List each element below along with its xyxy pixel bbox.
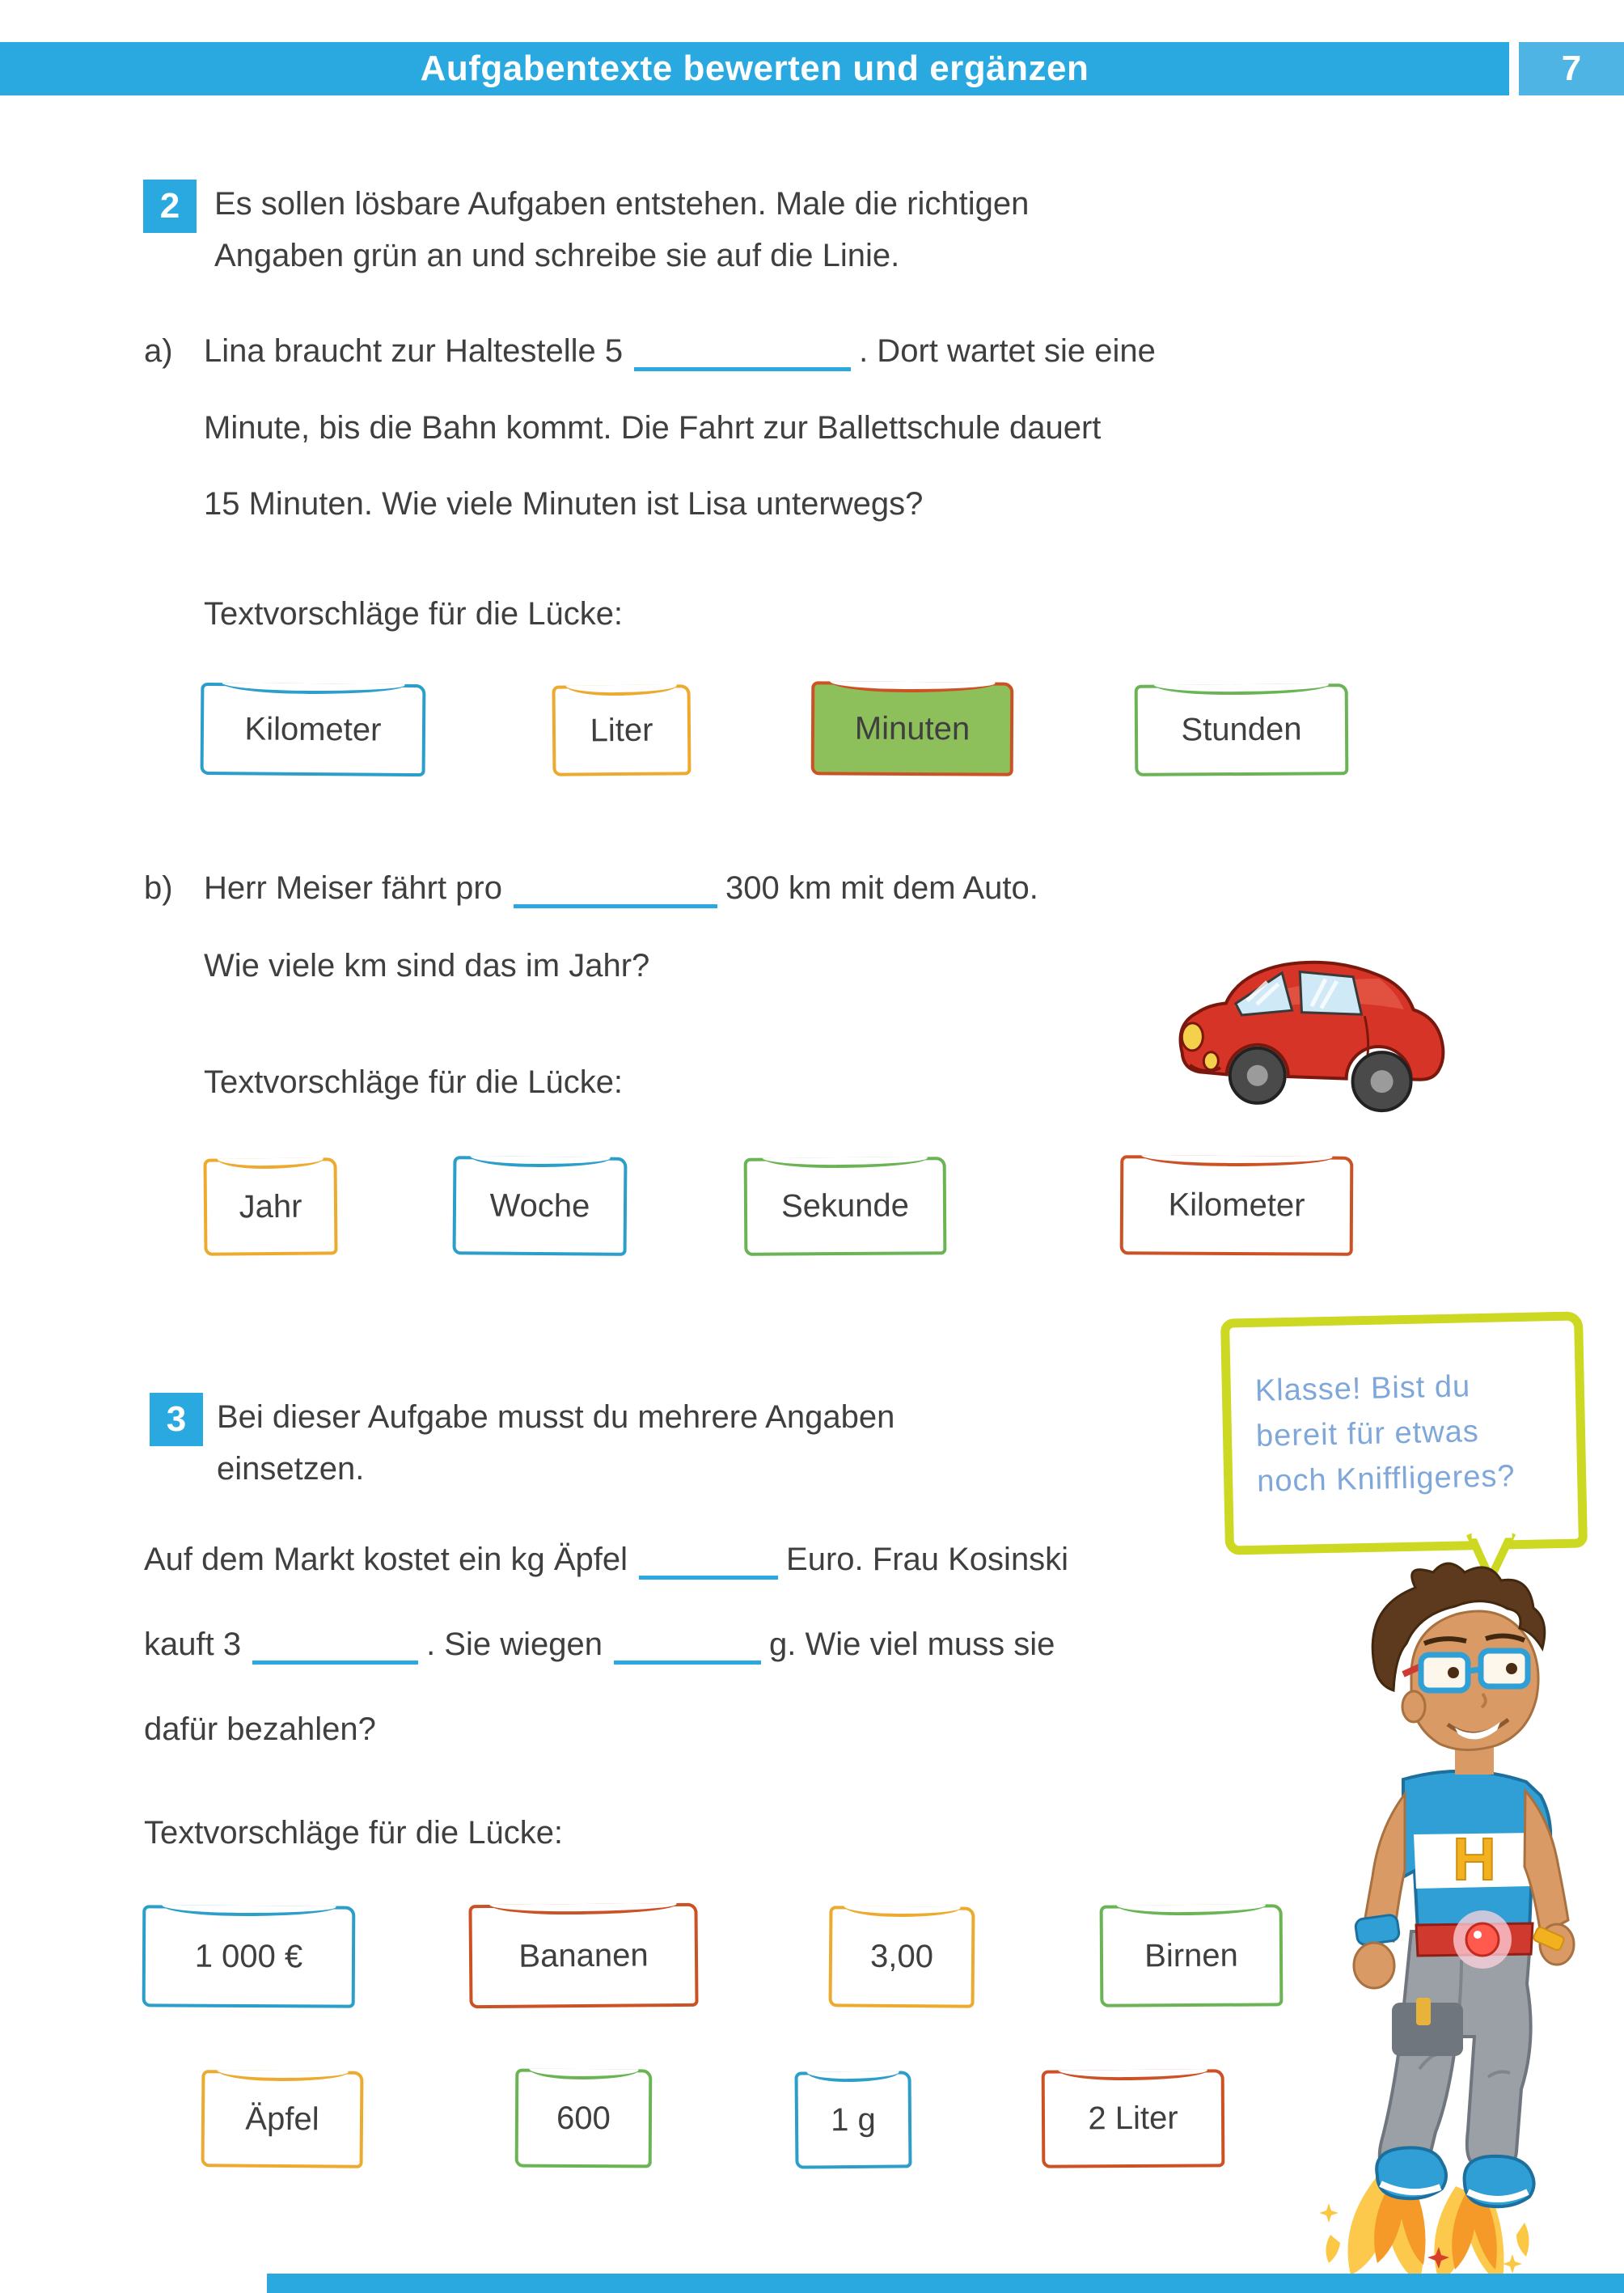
option-box-2-liter: [1042, 2069, 1225, 2168]
task3-instruction-line2: einsetzen.: [217, 1451, 365, 1487]
page-number: 7: [1561, 49, 1582, 88]
task2b-sentence-line2: Wie viele km sind das im Jahr?: [204, 948, 650, 984]
option-label: Minuten: [854, 710, 971, 747]
header-bar: [0, 42, 1509, 95]
option-box-aepfel: [201, 2070, 364, 2168]
task2a-sentence-line1: [144, 330, 1156, 372]
option-box-liter: [552, 684, 691, 776]
option-label: Birnen: [1144, 1937, 1238, 1974]
part-a-label: a): [144, 333, 173, 369]
task3-text-3: kauft 3: [144, 1627, 242, 1662]
option-box-600: [515, 2069, 653, 2168]
task2-number-badge: [143, 180, 197, 233]
shirt-letter: H: [1453, 1826, 1496, 1893]
task2-number: 2: [159, 186, 180, 226]
task2a-text-before-blank: Lina braucht zur Haltestelle 5: [204, 333, 624, 369]
mascot-head: [1372, 1563, 1545, 1775]
part-b-label: b): [144, 870, 173, 906]
task2b-suggestions-label: Textvorschläge für die Lücke:: [204, 1064, 624, 1100]
option-box-1000-euro: [142, 1905, 356, 2007]
car-headlight: [1182, 1022, 1203, 1051]
option-box-sekunde: [744, 1157, 947, 1256]
task3-text-5: g. Wie viel muss sie: [769, 1627, 1055, 1662]
option-box-jahr: [203, 1157, 337, 1255]
glasses-left-lens: [1421, 1655, 1468, 1690]
option-label: 1 g: [830, 2101, 876, 2138]
option-label: Kilometer: [244, 710, 382, 748]
task3-suggestions-label: Textvorschläge für die Lücke:: [144, 1815, 564, 1851]
option-box-kilometer-red: [1120, 1155, 1354, 1256]
fill-in-blank-line: [634, 335, 851, 371]
option-box-kilometer: [201, 683, 426, 776]
speech-line: noch Kniffligeres?: [1256, 1459, 1516, 1499]
option-label: 2 Liter: [1088, 2100, 1178, 2137]
task3-number-badge: [150, 1393, 203, 1446]
option-label: Stunden: [1181, 711, 1302, 748]
option-label: Kilometer: [1168, 1187, 1305, 1224]
option-label: 600: [556, 2100, 611, 2136]
option-label: Woche: [489, 1187, 590, 1224]
task2a-sentence-line2: Minute, bis die Bahn kommt. Die Fahrt zur Ballettschule dauert: [204, 410, 1102, 446]
task2a-sentence-line3: 15 Minuten. Wie viele Minuten ist Lisa unterwegs?: [204, 486, 924, 522]
flying-boy-mascot: [1282, 1551, 1624, 2291]
option-box-stunden: [1135, 683, 1349, 776]
option-box-birnen: [1100, 1904, 1284, 2007]
option-box-bananen: [468, 1903, 698, 2008]
task3-text-4: . Sie wiegen: [426, 1627, 603, 1662]
page-number-box: [1519, 42, 1624, 95]
task2b-text-after-blank: 300 km mit dem Auto.: [725, 870, 1038, 906]
task2b-sentence-line1: [144, 867, 1038, 909]
task2a-text-after-blank: . Dort wartet sie eine: [859, 333, 1156, 369]
fill-in-blank-line: [252, 1628, 418, 1665]
option-box-3-00: [829, 1906, 975, 2007]
car-foglight: [1203, 1051, 1219, 1070]
option-label: Sekunde: [780, 1187, 910, 1225]
option-label: 3,00: [869, 1938, 934, 1975]
glasses-right-lens: [1481, 1651, 1528, 1686]
task3-sentence-line2: [144, 1623, 1055, 1665]
option-box-woche: [453, 1156, 628, 1256]
option-label: Liter: [590, 712, 653, 748]
mascot-speech-bubble: [1220, 1311, 1588, 1555]
option-label: Jahr: [239, 1188, 302, 1225]
task3-sentence-line1: [144, 1538, 1068, 1580]
mascot-legs: [1377, 1931, 1533, 2206]
fill-in-blank-line: [614, 1628, 761, 1665]
page-title: Aufgabentexte bewerten und ergänzen: [420, 49, 1089, 88]
task3-sentence-line3: dafür bezahlen?: [144, 1711, 376, 1747]
task2b-text-before-blank: Herr Meiser fährt pro: [204, 870, 502, 906]
task3-text-2: Euro. Frau Kosinski: [786, 1542, 1069, 1577]
task3-text-1: Auf dem Markt kostet ein kg Äpfel: [144, 1542, 628, 1577]
task2a-suggestions-label: Textvorschläge für die Lücke:: [204, 596, 624, 632]
option-label: 1 000 €: [194, 1938, 303, 1974]
task3-number: 3: [166, 1399, 187, 1439]
option-box-1g: [794, 2071, 911, 2168]
footer-bar: [267, 2274, 1624, 2293]
speech-line: bereit für etwas: [1255, 1415, 1480, 1453]
task2-instruction-line2: Angaben grün an und schreibe sie auf die Linie.: [214, 238, 900, 273]
fill-in-blank-line: [514, 872, 717, 908]
task3-instruction-line1: Bei dieser Aufgabe musst du mehrere Angaben: [217, 1399, 895, 1435]
fill-in-blank-line: [639, 1543, 778, 1580]
speech-line: Klasse! Bist du: [1254, 1369, 1471, 1408]
task2-instruction-line1: Es sollen lösbare Aufgaben entstehen. Male die richtigen: [214, 186, 1030, 222]
option-label: Äpfel: [245, 2101, 319, 2137]
option-label: Bananen: [518, 1936, 649, 1974]
red-car-illustration: [1165, 927, 1455, 1121]
option-box-minuten-marked-green: [811, 681, 1014, 776]
